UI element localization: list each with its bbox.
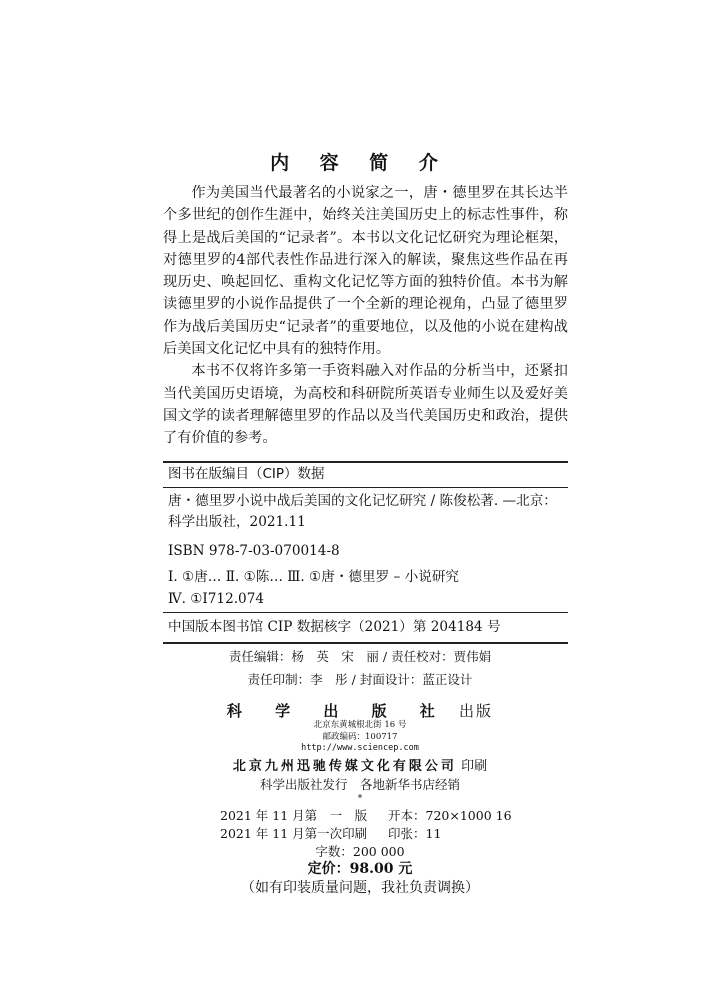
cip-classification-2: Ⅳ. ①I712.074	[168, 591, 264, 607]
publisher-name: 科 学 出 版 社	[226, 702, 449, 720]
summary-paragraph-2: 本书不仅将许多第一手资料融入对作品的分析当中，还紧扣当代美国历史语境，为高校和科研院所英语专业师生以及爱好美国文学的读者理解德里罗的作品以及当代美国历史和政治，提供了有价值的参考。	[163, 363, 568, 447]
cip-top-rule	[163, 461, 568, 463]
distribution-line: 科学出版社发行 各地新华书店经销	[259, 777, 460, 792]
cip-footer: 中国版本图书馆 CIP 数据核字（2021）第 204184 号	[168, 619, 501, 635]
cip-header: 图书在版编目（CIP）数据	[168, 466, 325, 482]
cip-isbn: ISBN 978-7-03-070014-8	[168, 543, 340, 559]
printer-line	[0, 755, 720, 774]
printing-date: 2021 年 11 月第一次印刷	[220, 826, 368, 841]
page-title: 内 容 简 介	[270, 152, 450, 174]
credits-editors: 责任编辑：杨 英 宋 丽 / 责任校对：贾伟娟	[228, 649, 492, 664]
print-sheets: 印张：11	[388, 826, 442, 841]
publisher-role: 出版	[459, 702, 494, 720]
summary-section	[163, 182, 568, 450]
cip-title-line: 唐・德里罗小说中战后美国的文化记忆研究 / 陈俊松著. —北京：科学出版社，2021.11	[168, 493, 557, 530]
publisher-line	[0, 700, 720, 721]
word-count: 字数：200 000	[315, 844, 405, 859]
separator-star: *	[357, 794, 363, 804]
cip-header-rule	[163, 487, 568, 488]
price: 定价：98.00 元	[307, 861, 413, 877]
publisher-address: 北京东黄城根北街 16 号	[313, 720, 407, 730]
book-format: 开本：720×1000 16	[388, 808, 512, 823]
summary-paragraph-1: 作为美国当代最著名的小说家之一，唐・德里罗在其长达半个多世纪的创作生涯中，始终关注美国历史上的标志性事件，称得上是战后美国的“记录者”。本书以文化记忆研究为理论框架，对德里罗的4部代表性作品进行深入的解读，聚焦这些作品在再现历史、唤起回忆、重构文化记忆等方面的独特价值。本书为解读德里罗的小说作品提供了一个全新的理论视角，凸显了德里罗作为战后美国历史“记录者”的重要地位，以及他的小说在建构战后美国文化记忆中具有的独特作用。	[163, 185, 568, 358]
cip-footer-rule	[163, 612, 568, 613]
publisher-url: http://www.sciencep.com	[301, 743, 419, 753]
edition-date: 2021 年 11 月第 一 版	[220, 808, 368, 823]
publisher-postcode: 邮政编码：100717	[322, 732, 398, 742]
cip-classification-1: Ⅰ. ①唐… Ⅱ. ①陈… Ⅲ. ①唐・德里罗 – 小说研究	[168, 569, 460, 585]
printer-name: 北京九州迅驰传媒文化有限公司	[232, 759, 457, 774]
printer-role: 印刷	[461, 759, 488, 774]
credits-printing: 责任印制：李 彤 / 封面设计：蓝正设计	[247, 672, 473, 687]
cip-bottom-rule	[163, 642, 568, 644]
quality-notice: （如有印装质量问题，我社负责调换）	[241, 880, 479, 896]
